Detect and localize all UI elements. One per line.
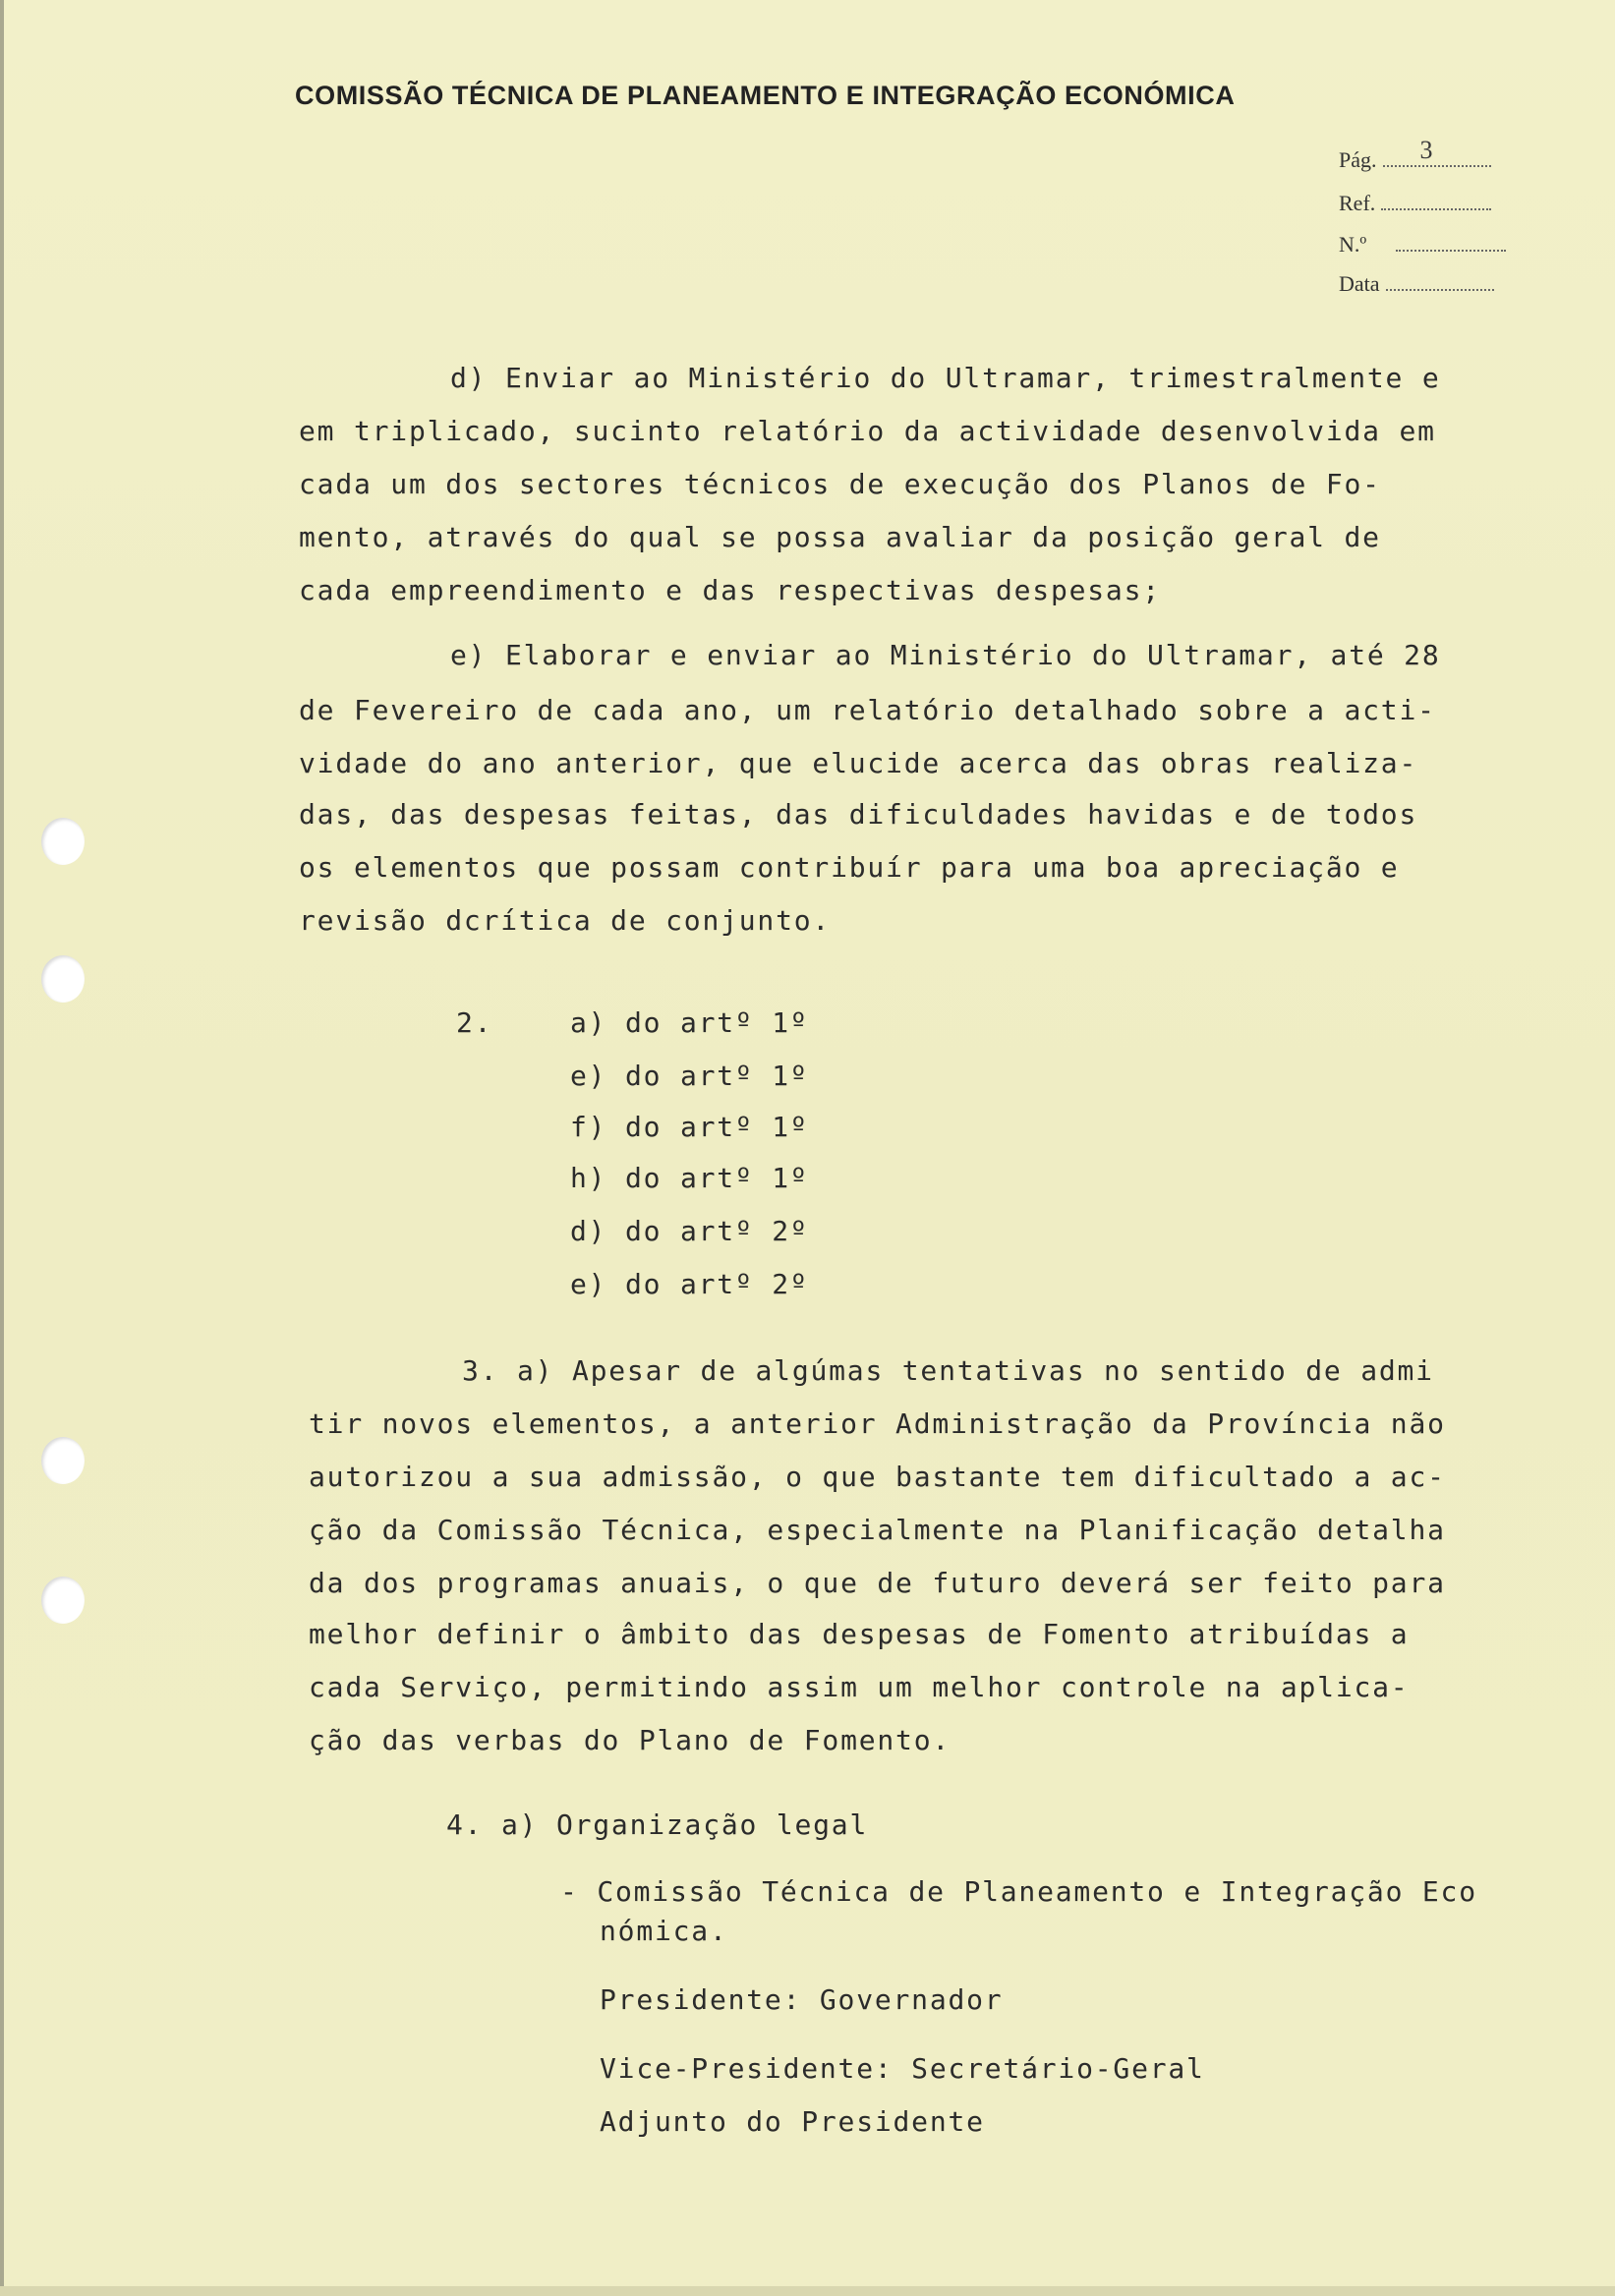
text-line: cada um dos sectores técnicos de execução dos Planos de Fo- bbox=[299, 468, 1381, 500]
list-item: f) do artº 1º bbox=[570, 1111, 809, 1143]
pag-label: Pág. bbox=[1339, 147, 1377, 172]
text-line: d) Enviar ao Ministério do Ultramar, trimestralmente e bbox=[450, 362, 1441, 394]
text-line: e) Elaborar e enviar ao Ministério do Ultramar, até 28 bbox=[450, 639, 1441, 671]
ref-field bbox=[1381, 187, 1491, 210]
paper-edge-left bbox=[0, 0, 4, 2296]
data-field bbox=[1386, 267, 1494, 291]
text-line: revisão dcrítica de conjunto. bbox=[299, 904, 832, 937]
meta-ref bbox=[1339, 187, 1491, 216]
meta-data bbox=[1339, 267, 1494, 297]
num-field bbox=[1396, 228, 1506, 252]
list-item: e) do artº 2º bbox=[570, 1268, 809, 1300]
punch-hole-2 bbox=[41, 955, 85, 1003]
text-line: vidade do ano anterior, que elucide acerca das obras realiza- bbox=[299, 747, 1418, 779]
list-item: h) do artº 1º bbox=[570, 1162, 809, 1194]
pag-value: 3 bbox=[1419, 136, 1433, 164]
text-line: em triplicado, sucinto relatório da actividade desenvolvida em bbox=[299, 415, 1436, 447]
punch-hole-1 bbox=[41, 818, 85, 865]
text-line: nómica. bbox=[600, 1915, 728, 1947]
text-line: - Comissão Técnica de Planeamento e Integração Eco bbox=[560, 1875, 1477, 1908]
text-line: 3. a) Apesar de algúmas tentativas no sentido de admi bbox=[462, 1354, 1434, 1387]
meta-num bbox=[1339, 228, 1506, 258]
text-line: autorizou a sua admissão, o que bastante tem dificultado a ac- bbox=[309, 1461, 1446, 1493]
punch-hole-3 bbox=[41, 1437, 85, 1484]
text-line: 4. a) Organização legal bbox=[446, 1808, 869, 1841]
data-label: Data bbox=[1339, 271, 1380, 296]
text-line: cada empreendimento e das respectivas despesas; bbox=[299, 574, 1161, 606]
section-number: 2. bbox=[456, 1006, 493, 1039]
meta-pag bbox=[1339, 136, 1491, 173]
letterhead-title: COMISSÃO TÉCNICA DE PLANEAMENTO E INTEGRAÇÃO ECONÓMICA bbox=[295, 81, 1236, 110]
list-item: e) do artº 1º bbox=[570, 1060, 809, 1092]
paper-edge-bottom bbox=[0, 2286, 1615, 2296]
text-line: Presidente: Governador bbox=[600, 1983, 1004, 2016]
text-line: os elementos que possam contribuír para uma boa apreciação e bbox=[299, 851, 1400, 884]
text-line: mento, através do qual se possa avaliar da posição geral de bbox=[299, 521, 1381, 553]
text-line: cada Serviço, permitindo assim um melhor controle na aplica- bbox=[309, 1671, 1410, 1703]
text-line: ção das verbas do Plano de Fomento. bbox=[309, 1724, 952, 1756]
text-line: melhor definir o âmbito das despesas de Fomento atribuídas a bbox=[309, 1618, 1410, 1650]
ref-label: Ref. bbox=[1339, 191, 1376, 215]
punch-hole-4 bbox=[41, 1577, 85, 1624]
list-item: a) do artº 1º bbox=[570, 1006, 809, 1039]
text-line: de Fevereiro de cada ano, um relatório detalhado sobre a acti- bbox=[299, 694, 1436, 726]
num-label: N.º bbox=[1339, 232, 1367, 257]
text-line: das, das despesas feitas, das dificuldades havidas e de todos bbox=[299, 798, 1418, 831]
text-line: tir novos elementos, a anterior Administração da Província não bbox=[309, 1407, 1446, 1440]
list-item: d) do artº 2º bbox=[570, 1215, 809, 1247]
text-line: Vice-Presidente: Secretário-Geral bbox=[600, 2052, 1205, 2085]
text-line: da dos programas anuais, o que de futuro deverá ser feito para bbox=[309, 1567, 1446, 1599]
text-line: ção da Comissão Técnica, especialmente na Planificação detalha bbox=[309, 1514, 1446, 1546]
pag-field bbox=[1383, 136, 1491, 167]
text-line: Adjunto do Presidente bbox=[600, 2105, 985, 2138]
